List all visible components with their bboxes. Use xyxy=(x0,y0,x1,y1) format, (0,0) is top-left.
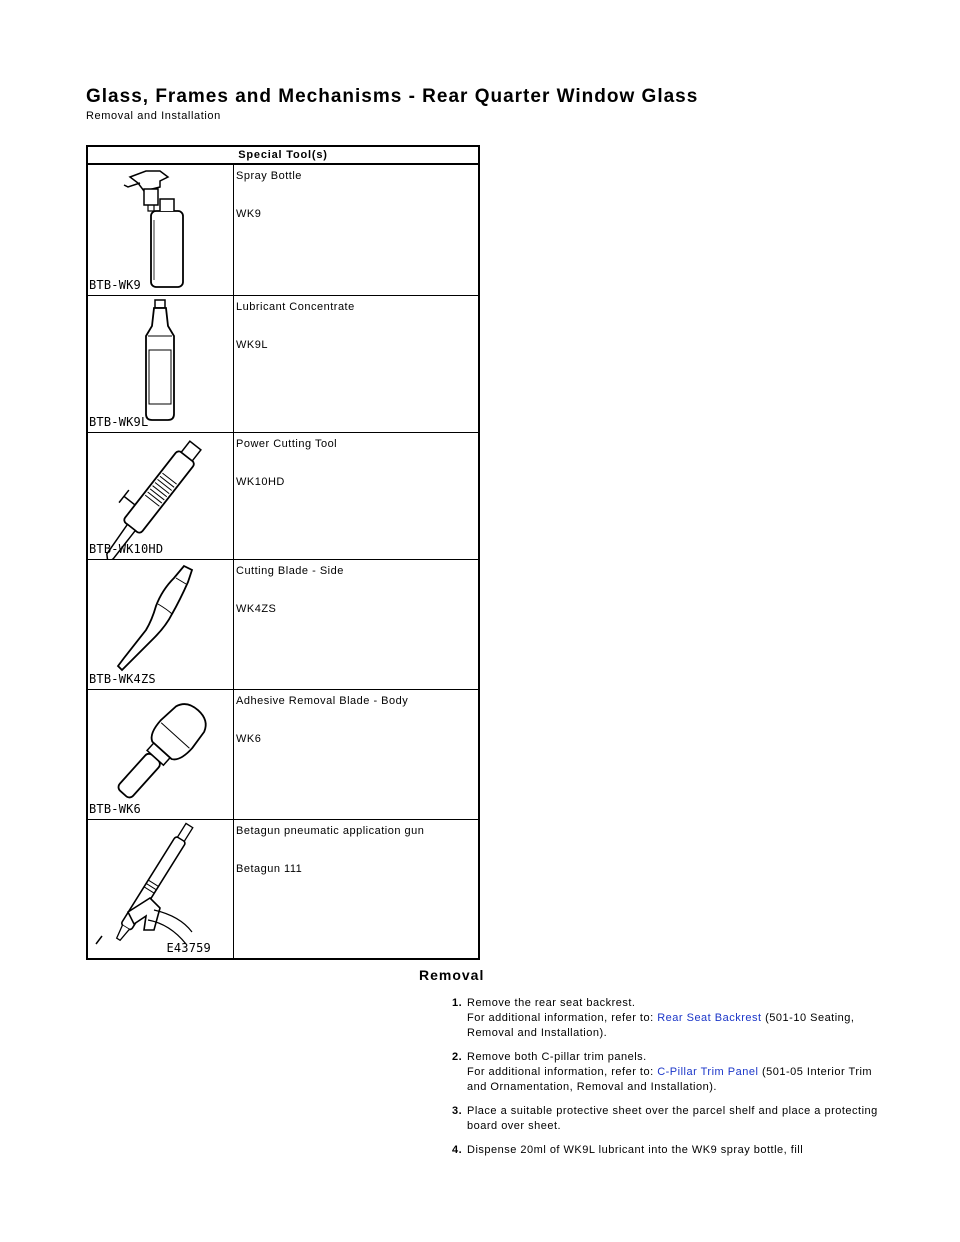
tool-name: Lubricant Concentrate xyxy=(236,301,355,313)
tool-image-label: BTB-WK4ZS xyxy=(89,672,156,686)
tool-code: Betagun 111 xyxy=(236,863,303,875)
c-pillar-trim-panel-link[interactable]: C-Pillar Trim Panel xyxy=(657,1066,759,1078)
special-tools-heading: Special Tool(s) xyxy=(87,146,479,164)
tool-name: Spray Bottle xyxy=(236,170,302,182)
tool-image-label: BTB-WK9 xyxy=(89,278,141,292)
application-gun-icon xyxy=(88,820,233,958)
tool-row xyxy=(87,820,479,960)
step-number: 3. xyxy=(452,1105,463,1117)
tool-name: Adhesive Removal Blade - Body xyxy=(236,695,409,707)
rear-seat-backrest-link[interactable]: Rear Seat Backrest xyxy=(657,1012,762,1024)
step-ref-prefix: For additional information, refer to: xyxy=(467,1012,654,1024)
step-text: Remove the rear seat backrest. xyxy=(467,997,636,1009)
tool-code: WK9L xyxy=(236,339,268,351)
page-subtitle: Removal and Installation xyxy=(86,110,221,122)
step-text: Remove both C-pillar trim panels. xyxy=(467,1051,647,1063)
tool-row xyxy=(87,164,479,296)
tool-code: WK10HD xyxy=(236,476,285,488)
tool-row xyxy=(87,433,479,560)
lubricant-bottle-icon xyxy=(88,296,233,432)
tool-row xyxy=(87,560,479,690)
tool-image-label: BTB-WK9L xyxy=(89,415,149,429)
tool-name: Power Cutting Tool xyxy=(236,438,338,450)
tool-row xyxy=(87,690,479,820)
page-title: Glass, Frames and Mechanisms - Rear Quarter Window Glass xyxy=(86,86,699,107)
step-number: 1. xyxy=(452,997,463,1009)
tool-code: WK4ZS xyxy=(236,603,277,615)
cutting-blade-icon xyxy=(88,560,233,689)
tool-code: WK6 xyxy=(236,733,262,745)
removal-steps xyxy=(452,996,882,1167)
step-number: 2. xyxy=(452,1051,463,1063)
special-tools-table xyxy=(86,145,480,960)
list-item xyxy=(452,1050,882,1095)
tool-image-label: BTB-WK10HD xyxy=(89,542,164,556)
tool-row xyxy=(87,296,479,433)
list-item xyxy=(452,996,882,1041)
step-text: Dispense 20ml of WK9L lubricant into the WK9 spray bottle, fill xyxy=(467,1144,804,1156)
tool-image-label: E43759 xyxy=(166,941,211,955)
removal-heading: Removal xyxy=(419,967,485,983)
step-ref-prefix: For additional information, refer to: xyxy=(467,1066,654,1078)
tool-name: Betagun pneumatic application gun xyxy=(236,825,425,837)
step-text: Place a suitable protective sheet over the parcel shelf and place a protecting board over sheet. xyxy=(467,1105,878,1132)
removal-blade-icon xyxy=(88,690,233,819)
tool-code: WK9 xyxy=(236,208,262,220)
step-number: 4. xyxy=(452,1144,463,1156)
list-item xyxy=(452,1143,882,1158)
list-item xyxy=(452,1104,882,1134)
spray-bottle-icon xyxy=(88,165,233,295)
step-ref-suffix: (501-10 Seating, Removal and Installation). xyxy=(467,1012,855,1039)
tool-name: Cutting Blade - Side xyxy=(236,565,344,577)
step-ref-suffix: (501-05 Interior Trim and Ornamentation, Removal and Installation). xyxy=(467,1066,873,1093)
tool-image-label: BTB-WK6 xyxy=(89,802,141,816)
power-cutting-tool-icon xyxy=(88,433,233,559)
